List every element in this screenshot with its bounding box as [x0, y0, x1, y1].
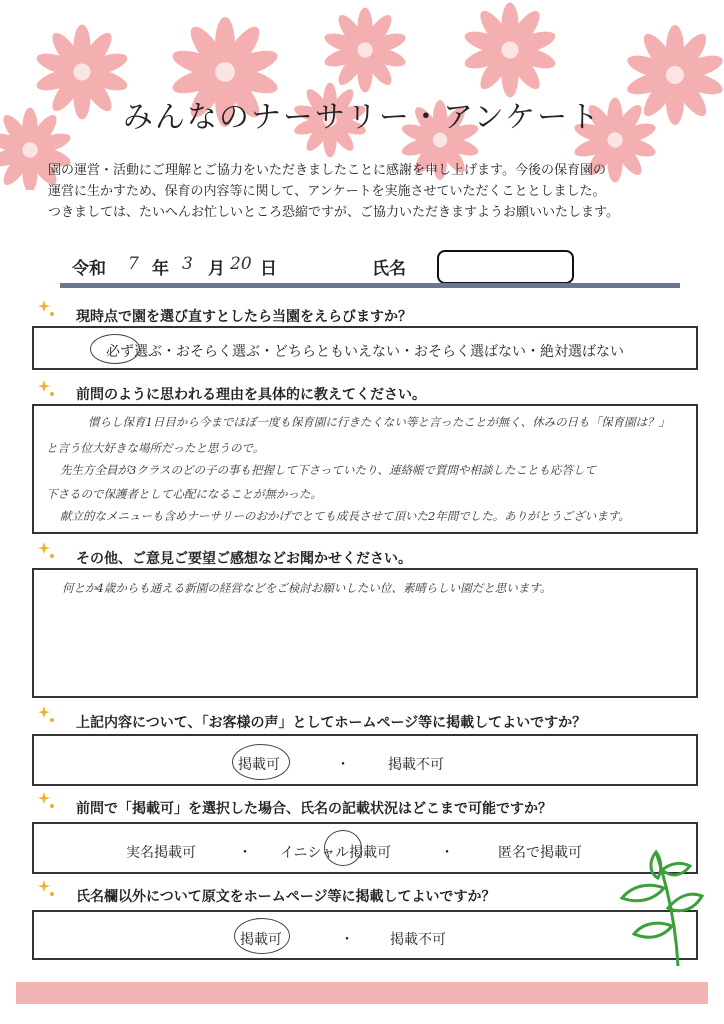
answer-line: 先生方全員が3クラスのどの子の事も把握して下さっていたり、連絡帳で質問や相談したことも応答して: [60, 463, 596, 477]
name-label: 氏名: [372, 259, 406, 279]
q4-option-no[interactable]: 掲載不可: [388, 757, 444, 773]
footer-bar: [16, 982, 708, 1004]
month-label: 月: [208, 259, 225, 279]
year-value[interactable]: 7: [128, 254, 139, 274]
question-2: 前問のように思われる理由を具体的に教えてください。: [76, 387, 426, 403]
answer-box-1: [32, 326, 698, 370]
selection-circle: [232, 744, 290, 780]
selection-circle: [234, 918, 290, 954]
intro-text: [48, 160, 688, 223]
intro-line: つきましては、たいへんお忙しいところ恐縮ですが、ご協力いただきますようお願いいたします。: [48, 205, 619, 220]
answer-box-6: [32, 910, 698, 960]
q6-option-yes[interactable]: 掲載可: [240, 932, 282, 948]
answer-box-4: [32, 734, 698, 786]
sparkle-icon: [36, 540, 58, 562]
selection-circle: [90, 334, 140, 364]
question-6: 氏名欄以外について原文をホームページ等に掲載してよいですか？: [76, 889, 496, 905]
answer-line: 慣らし保育1日目から今までほぼ一度も保育園に行きたくない等と言ったことが無く、休みの日も「保育園は？」: [88, 415, 671, 429]
page-title: みんなのナーサリー・アンケート: [122, 100, 602, 135]
sparkle-icon: [36, 298, 58, 320]
q4-separator: ・: [336, 757, 350, 773]
year-label: 年: [152, 259, 169, 279]
q4-option-yes[interactable]: 掲載可: [238, 757, 280, 773]
question-3: その他、ご意見ご要望ご感想などお聞かせください。: [76, 551, 412, 567]
q1-options: 必ず選ぶ・おそらく選ぶ・どちらともいえない・おそらく選ばない・絶対選ばない: [106, 344, 624, 360]
era-label: 令和: [72, 259, 106, 279]
q5-separator: ・: [238, 845, 252, 861]
answer-box-5: [32, 822, 698, 874]
q5-separator: ・: [440, 845, 454, 861]
answer-text: 何とか4歳からも通える新園の経営などをご検討お願いしたい位、素晴らしい園だと思います。: [62, 581, 552, 595]
answer-line: 献立的なメニューも含めナーサリーのおかげでとても成長させて頂いた2年間でした。ありがとうございます。: [60, 509, 630, 523]
q5-option-realname[interactable]: 実名掲載可: [126, 845, 196, 861]
sparkle-icon: [36, 878, 58, 900]
question-5: 前問で「掲載可」を選択した場合、氏名の記載状況はどこまで可能ですか？: [76, 801, 552, 817]
day-label: 日: [260, 259, 277, 279]
selection-circle: [324, 830, 362, 866]
divider: [60, 283, 680, 288]
answer-line: 下さるので保護者として心配になることが無かった。: [46, 487, 322, 501]
q6-option-no[interactable]: 掲載不可: [390, 932, 446, 948]
name-field[interactable]: [437, 250, 574, 284]
sparkle-icon: [36, 378, 58, 400]
intro-line: 運営に生かすため、保育の内容等に関して、アンケートを実施させていただくこととしました。: [48, 184, 606, 199]
q5-option-anonymous[interactable]: 匿名で掲載可: [498, 845, 582, 861]
month-value[interactable]: 3: [182, 254, 193, 274]
question-4: 上記内容について、「お客様の声」としてホームページ等に掲載してよいですか？: [76, 715, 587, 731]
leaf-decoration: [608, 848, 708, 968]
q5-option-initial[interactable]: イニシャル掲載可: [280, 845, 392, 861]
answer-line: と言う位大好きな場所だったと思うので。: [46, 441, 265, 455]
sparkle-icon: [36, 790, 58, 812]
answer-box-2[interactable]: [32, 404, 698, 534]
question-1: 現時点で園を選び直すとしたら当園をえらびますか？: [76, 309, 412, 325]
intro-line: 園の運営・活動にご理解とご協力をいただきましたことに感謝を申し上げます。今後の保育園の: [48, 163, 606, 178]
sparkle-icon: [36, 704, 58, 726]
answer-box-3[interactable]: [32, 568, 698, 698]
day-value[interactable]: 20: [230, 254, 252, 274]
q6-separator: ・: [340, 932, 354, 948]
